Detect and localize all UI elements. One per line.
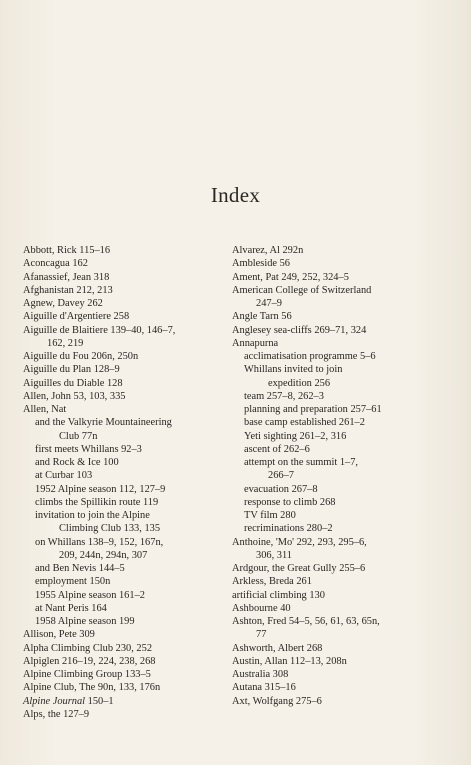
index-entry: 162, 219 [47, 337, 84, 349]
index-entry: Aiguille du Fou 206n, 250n [23, 351, 139, 362]
index-entry: Anglesey sea-cliffs 269–71, 324 [232, 324, 367, 336]
index-entry: Annapurna [232, 337, 279, 349]
index-column-left [23, 244, 219, 721]
index-entry: invitation to join the Alpine [35, 510, 150, 521]
index-entry: Ashton, Fred 54–5, 56, 61, 63, 65n, [232, 616, 380, 627]
index-entry: Ashworth, Albert 268 [232, 642, 323, 654]
index-entry: planning and preparation 257–61 [244, 404, 382, 415]
index-entry: Ambleside 56 [232, 258, 291, 270]
index-entry-italic: Alpine Journal [23, 695, 86, 707]
index-entry: Club 77n [59, 430, 98, 442]
index-entry: 1955 Alpine season 161–2 [35, 589, 145, 601]
index-entry: Alpiglen 216–19, 224, 238, 268 [23, 655, 156, 667]
index-entry: and Ben Nevis 144–5 [35, 563, 125, 574]
index-entry: acclimatisation programme 5–6 [244, 351, 376, 362]
index-entry: Anthoine, 'Mo' 292, 293, 295–6, [232, 536, 367, 548]
index-entry: 306, 311 [256, 549, 292, 561]
index-entry: Austin, Allan 112–13, 208n [232, 655, 347, 667]
index-entry: Autana 315–16 [232, 682, 296, 694]
index-entry: 1958 Alpine season 199 [35, 616, 135, 627]
index-entry: Allison, Pete 309 [23, 629, 95, 641]
index-entry: on Whillans 138–9, 152, 167n, [35, 536, 164, 548]
index-entry [23, 695, 219, 708]
index-entry: Allen, John 53, 103, 335 [23, 390, 126, 402]
index-entry: first meets Whillans 92–3 [35, 443, 142, 455]
index-entry: Angle Tarn 56 [232, 311, 292, 323]
index-entry: Alps, the 127–9 [23, 708, 90, 720]
index-entry: employment 150n [35, 576, 111, 588]
index-entry: Aiguille de Blaitiere 139–40, 146–7, [23, 324, 176, 336]
index-entry: response to climb 268 [244, 496, 336, 508]
index-entry: and the Valkyrie Mountaineering [35, 417, 172, 429]
index-entry: Whillans invited to join [244, 364, 343, 376]
index-entry: expedition 256 [268, 377, 331, 389]
index-entry: Aconcagua 162 [23, 258, 88, 270]
index-entry: Abbott, Rick 115–16 [23, 245, 111, 256]
index-entry: recriminations 280–2 [244, 523, 333, 535]
index-entry: 1952 Alpine season 112, 127–9 [35, 483, 166, 495]
index-entry: 266–7 [268, 470, 294, 482]
index-entry: Ashbourne 40 [232, 602, 291, 614]
index-entry: Alvarez, Al 292n [232, 245, 304, 256]
index-entry: Ament, Pat 249, 252, 324–5 [232, 271, 349, 283]
index-entry: artificial climbing 130 [232, 589, 325, 601]
index-entry: Australia 308 [232, 669, 289, 680]
index-entry: attempt on the summit 1–7, [244, 457, 358, 468]
index-entry: Axt, Wolfgang 275–6 [232, 695, 322, 707]
index-entry: Aiguilles du Diable 128 [23, 377, 123, 389]
index-entry: Ardgour, the Great Gully 255–6 [232, 563, 366, 574]
index-entry: and Rock & Ice 100 [35, 457, 119, 468]
index-entry: at Nant Peris 164 [35, 602, 107, 614]
index-entry: Arkless, Breda 261 [232, 576, 312, 588]
index-entry: base camp established 261–2 [244, 417, 365, 429]
index-entry: ascent of 262–6 [244, 443, 310, 455]
index-entry: Afghanistan 212, 213 [23, 284, 113, 296]
index-entry: Climbing Club 133, 135 [59, 523, 161, 535]
index-entry: Alpine Club, The 90n, 133, 176n [23, 682, 161, 694]
index-entry: team 257–8, 262–3 [244, 390, 324, 402]
index-entry: 77 [256, 629, 267, 641]
index-entry: Afanassief, Jean 318 [23, 271, 110, 283]
index-entry: TV film 280 [244, 510, 296, 521]
index-entry: 247–9 [256, 298, 282, 309]
index-column-right [232, 244, 446, 708]
index-entry: Aiguille d'Argentiere 258 [23, 311, 130, 323]
index-entry: Alpine Climbing Group 133–5 [23, 669, 151, 680]
index-entry: Yeti sighting 261–2, 316 [244, 430, 347, 442]
index-entry: Alpha Climbing Club 230, 252 [23, 642, 153, 654]
index-entry: Allen, Nat [23, 404, 67, 415]
index-entry: 209, 244n, 294n, 307 [59, 549, 148, 561]
index-entry: climbs the Spillikin route 119 [35, 496, 159, 508]
index-entry-pages: 150–1 [85, 695, 114, 707]
index-entry: Agnew, Davey 262 [23, 298, 103, 309]
index-entry: American College of Switzerland [232, 284, 372, 296]
index-entry: evacuation 267–8 [244, 483, 318, 495]
page-title: Index [210, 183, 261, 207]
index-entry: Aiguille du Plan 128–9 [23, 364, 120, 376]
index-entry: at Curbar 103 [35, 470, 93, 482]
